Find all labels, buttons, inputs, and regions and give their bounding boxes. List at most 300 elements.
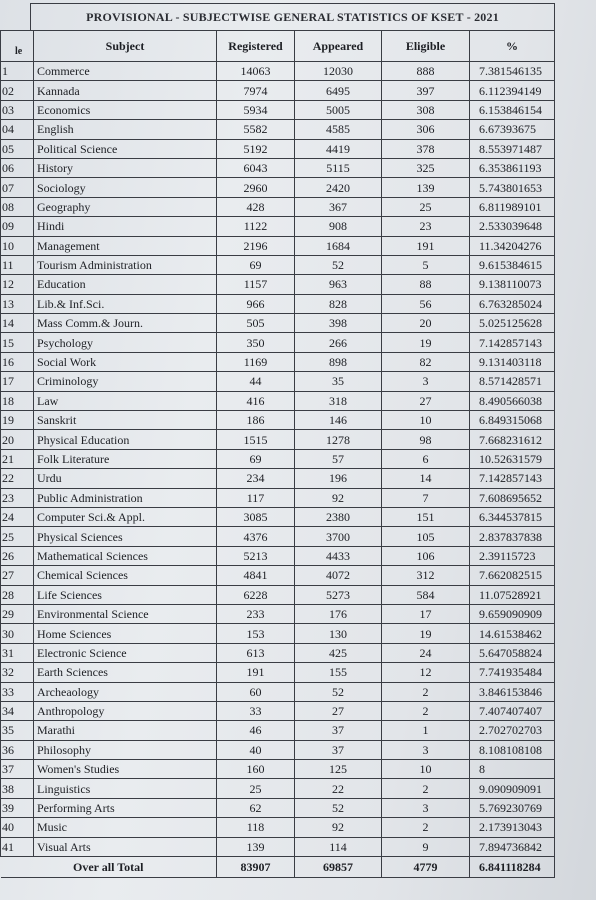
row-appeared: 425 [295,643,382,662]
row-appeared: 828 [295,294,382,313]
row-percent: 7.142857143 [470,333,555,352]
row-percent: 6.353861193 [470,158,555,177]
row-appeared: 266 [295,333,382,352]
row-percent: 2.173913043 [470,818,555,837]
row-sl: 22 [1,469,34,488]
row-eligible: 9 [382,837,470,856]
row-subject: Visual Arts [34,837,217,856]
row-eligible: 397 [382,81,470,100]
row-eligible: 306 [382,120,470,139]
row-eligible: 308 [382,100,470,119]
row-sl: 25 [1,527,34,546]
row-eligible: 82 [382,352,470,371]
row-percent: 6.811989101 [470,197,555,216]
row-sl: 05 [1,139,34,158]
row-appeared: 2380 [295,507,382,526]
row-percent: 5.743801653 [470,178,555,197]
row-sl: 11 [1,255,34,274]
table-row [1,275,555,294]
row-subject: Earth Sciences [34,663,217,682]
row-eligible: 98 [382,430,470,449]
row-appeared: 4072 [295,566,382,585]
row-percent: 2.39115723 [470,546,555,565]
row-eligible: 2 [382,682,470,701]
row-sl: 28 [1,585,34,604]
row-sl: 27 [1,566,34,585]
row-subject: Education [34,275,217,294]
row-percent: 3.846153846 [470,682,555,701]
row-percent: 14.61538462 [470,624,555,643]
row-appeared: 398 [295,314,382,333]
row-appeared: 318 [295,391,382,410]
row-eligible: 3 [382,372,470,391]
row-percent: 2.533039648 [470,217,555,236]
row-percent: 7.407407407 [470,701,555,720]
table-row [1,411,555,430]
row-subject: Life Sciences [34,585,217,604]
table-row [1,372,555,391]
row-registered: 60 [217,682,295,701]
table-row [1,391,555,410]
row-percent: 7.662082515 [470,566,555,585]
row-registered: 46 [217,721,295,740]
row-appeared: 57 [295,449,382,468]
row-subject: Sociology [34,178,217,197]
row-percent: 7.894736842 [470,837,555,856]
row-percent: 6.849315068 [470,411,555,430]
row-registered: 160 [217,760,295,779]
row-percent: 8.553971487 [470,139,555,158]
row-appeared: 35 [295,372,382,391]
table-row [1,352,555,371]
row-eligible: 27 [382,391,470,410]
row-appeared: 367 [295,197,382,216]
row-registered: 5192 [217,139,295,158]
row-subject: Marathi [34,721,217,740]
row-eligible: 151 [382,507,470,526]
row-percent: 6.763285024 [470,294,555,313]
table-row [1,294,555,313]
row-eligible: 312 [382,566,470,585]
row-registered: 2960 [217,178,295,197]
row-subject: History [34,158,217,177]
table-row [1,430,555,449]
row-sl: 40 [1,818,34,837]
row-registered: 14063 [217,62,295,81]
row-percent: 11.07528921 [470,585,555,604]
header-percent: % [470,31,555,62]
row-sl: 13 [1,294,34,313]
row-eligible: 3 [382,740,470,759]
row-subject: Music [34,818,217,837]
row-appeared: 92 [295,818,382,837]
row-sl: 26 [1,546,34,565]
row-sl: 04 [1,120,34,139]
row-sl: 20 [1,430,34,449]
row-subject: Tourism Administration [34,255,217,274]
row-registered: 4841 [217,566,295,585]
row-subject: Hindi [34,217,217,236]
row-subject: Criminology [34,372,217,391]
row-percent: 5.025125628 [470,314,555,333]
row-percent: 9.138110073 [470,275,555,294]
row-appeared: 52 [295,798,382,817]
table-row [1,178,555,197]
row-sl: 08 [1,197,34,216]
row-appeared: 114 [295,837,382,856]
table-row [1,566,555,585]
row-registered: 3085 [217,507,295,526]
row-percent: 8.490566038 [470,391,555,410]
table-row [1,333,555,352]
table-row [1,236,555,255]
row-appeared: 1684 [295,236,382,255]
row-registered: 234 [217,469,295,488]
row-eligible: 3 [382,798,470,817]
row-eligible: 6 [382,449,470,468]
row-eligible: 24 [382,643,470,662]
row-appeared: 92 [295,488,382,507]
row-eligible: 378 [382,139,470,158]
row-appeared: 130 [295,624,382,643]
row-registered: 44 [217,372,295,391]
row-percent: 9.659090909 [470,604,555,623]
row-sl: 33 [1,682,34,701]
row-sl: 1 [1,62,34,81]
row-percent: 5.647058824 [470,643,555,662]
row-subject: Lib.& Inf.Sci. [34,294,217,313]
table-row [1,81,555,100]
row-sl: 38 [1,779,34,798]
row-sl: 02 [1,81,34,100]
row-eligible: 14 [382,469,470,488]
table-row [1,663,555,682]
row-sl: 16 [1,352,34,371]
table-row [1,624,555,643]
row-subject: Archeaology [34,682,217,701]
row-subject: Social Work [34,352,217,371]
row-appeared: 155 [295,663,382,682]
row-sl: 23 [1,488,34,507]
row-percent: 5.769230769 [470,798,555,817]
row-eligible: 1 [382,721,470,740]
row-percent: 9.090909091 [470,779,555,798]
row-subject: Management [34,236,217,255]
row-registered: 5213 [217,546,295,565]
row-sl: 06 [1,158,34,177]
row-appeared: 1278 [295,430,382,449]
row-sl: 32 [1,663,34,682]
row-sl: 34 [1,701,34,720]
table-row [1,701,555,720]
row-eligible: 17 [382,604,470,623]
table-row [1,449,555,468]
row-subject: Chemical Sciences [34,566,217,585]
row-eligible: 10 [382,760,470,779]
row-percent: 7.142857143 [470,469,555,488]
row-appeared: 898 [295,352,382,371]
row-eligible: 23 [382,217,470,236]
row-registered: 1169 [217,352,295,371]
row-appeared: 6495 [295,81,382,100]
header-row [1,31,555,62]
row-sl: 10 [1,236,34,255]
row-eligible: 2 [382,818,470,837]
row-subject: Computer Sci.& Appl. [34,507,217,526]
row-eligible: 5 [382,255,470,274]
table-row [1,507,555,526]
row-registered: 139 [217,837,295,856]
row-appeared: 125 [295,760,382,779]
total-percent: 6.841118284 [470,857,555,878]
row-percent: 7.741935484 [470,663,555,682]
row-appeared: 37 [295,721,382,740]
row-eligible: 56 [382,294,470,313]
row-appeared: 2420 [295,178,382,197]
row-eligible: 106 [382,546,470,565]
row-registered: 1122 [217,217,295,236]
row-sl: 37 [1,760,34,779]
table-row [1,740,555,759]
row-subject: Home Sciences [34,624,217,643]
row-eligible: 2 [382,779,470,798]
row-eligible: 105 [382,527,470,546]
row-registered: 118 [217,818,295,837]
row-appeared: 5273 [295,585,382,604]
row-registered: 350 [217,333,295,352]
table-row [1,217,555,236]
row-registered: 1157 [217,275,295,294]
total-label: Over all Total [1,857,217,878]
row-subject: Urdu [34,469,217,488]
table-row [1,837,555,856]
row-appeared: 176 [295,604,382,623]
row-subject: Sanskrit [34,411,217,430]
row-percent: 2.837837838 [470,527,555,546]
row-registered: 40 [217,740,295,759]
row-registered: 62 [217,798,295,817]
row-appeared: 963 [295,275,382,294]
row-eligible: 2 [382,701,470,720]
row-appeared: 146 [295,411,382,430]
row-percent: 6.112394149 [470,81,555,100]
table-row [1,604,555,623]
row-sl: 41 [1,837,34,856]
row-eligible: 139 [382,178,470,197]
table-row [1,682,555,701]
row-registered: 69 [217,449,295,468]
row-registered: 416 [217,391,295,410]
row-sl: 35 [1,721,34,740]
row-subject: Physical Education [34,430,217,449]
row-registered: 505 [217,314,295,333]
statistics-table [0,30,555,878]
table-row [1,546,555,565]
table-row [1,158,555,177]
row-eligible: 12 [382,663,470,682]
row-subject: Anthropology [34,701,217,720]
table-row [1,760,555,779]
row-eligible: 584 [382,585,470,604]
table-row [1,721,555,740]
row-sl: 21 [1,449,34,468]
total-registered: 83907 [217,857,295,878]
document-title: PROVISIONAL - SUBJECTWISE GENERAL STATISTICS OF KSET - 2021 [30,3,555,30]
row-percent: 9.131403118 [470,352,555,371]
row-registered: 966 [217,294,295,313]
row-appeared: 4433 [295,546,382,565]
row-appeared: 37 [295,740,382,759]
table-row [1,818,555,837]
row-registered: 428 [217,197,295,216]
row-subject: Mathematical Sciences [34,546,217,565]
row-appeared: 52 [295,682,382,701]
row-sl: 15 [1,333,34,352]
table-row [1,585,555,604]
row-registered: 7974 [217,81,295,100]
row-sl: 30 [1,624,34,643]
table-row [1,798,555,817]
total-row [1,857,555,878]
row-appeared: 3700 [295,527,382,546]
row-sl: 12 [1,275,34,294]
row-registered: 33 [217,701,295,720]
row-subject: Women's Studies [34,760,217,779]
row-sl: 09 [1,217,34,236]
table-row [1,488,555,507]
row-eligible: 20 [382,314,470,333]
row-subject: Commerce [34,62,217,81]
table-row [1,314,555,333]
row-registered: 1515 [217,430,295,449]
header-registered: Registered [217,31,295,62]
row-subject: Geography [34,197,217,216]
table-row [1,120,555,139]
row-percent: 6.153846154 [470,100,555,119]
row-percent: 8 [470,760,555,779]
row-registered: 4376 [217,527,295,546]
row-sl: 07 [1,178,34,197]
row-eligible: 19 [382,333,470,352]
row-registered: 2196 [217,236,295,255]
table-row [1,62,555,81]
header-appeared: Appeared [295,31,382,62]
header-eligible: Eligible [382,31,470,62]
row-registered: 191 [217,663,295,682]
table-row [1,527,555,546]
row-sl: 19 [1,411,34,430]
row-percent: 6.67393675 [470,120,555,139]
row-percent: 8.571428571 [470,372,555,391]
row-registered: 25 [217,779,295,798]
row-percent: 8.108108108 [470,740,555,759]
header-subject: Subject [34,31,217,62]
row-registered: 613 [217,643,295,662]
row-registered: 69 [217,255,295,274]
row-appeared: 5005 [295,100,382,119]
row-percent: 11.34204276 [470,236,555,255]
row-appeared: 5115 [295,158,382,177]
table-row [1,139,555,158]
row-sl: 29 [1,604,34,623]
row-sl: 14 [1,314,34,333]
row-eligible: 888 [382,62,470,81]
row-registered: 233 [217,604,295,623]
row-sl: 36 [1,740,34,759]
row-percent: 6.344537815 [470,507,555,526]
row-sl: 39 [1,798,34,817]
row-subject: English [34,120,217,139]
row-subject: Performing Arts [34,798,217,817]
row-subject: Political Science [34,139,217,158]
row-percent: 2.702702703 [470,721,555,740]
row-sl: 18 [1,391,34,410]
row-sl: 17 [1,372,34,391]
row-subject: Public Administration [34,488,217,507]
row-eligible: 325 [382,158,470,177]
row-registered: 6228 [217,585,295,604]
table-row [1,197,555,216]
row-appeared: 52 [295,255,382,274]
total-eligible: 4779 [382,857,470,878]
row-eligible: 10 [382,411,470,430]
row-subject: Economics [34,100,217,119]
row-eligible: 88 [382,275,470,294]
row-registered: 6043 [217,158,295,177]
row-subject: Linguistics [34,779,217,798]
row-registered: 5934 [217,100,295,119]
row-registered: 153 [217,624,295,643]
row-eligible: 7 [382,488,470,507]
header-sl: le [1,31,34,62]
row-percent: 10.52631579 [470,449,555,468]
row-appeared: 4585 [295,120,382,139]
row-subject: Folk Literature [34,449,217,468]
table-row [1,469,555,488]
row-registered: 186 [217,411,295,430]
row-appeared: 196 [295,469,382,488]
row-subject: Electronic Science [34,643,217,662]
row-sl: 03 [1,100,34,119]
row-eligible: 191 [382,236,470,255]
row-sl: 31 [1,643,34,662]
row-subject: Law [34,391,217,410]
row-eligible: 25 [382,197,470,216]
table-row [1,643,555,662]
table-row [1,255,555,274]
total-appeared: 69857 [295,857,382,878]
row-appeared: 27 [295,701,382,720]
row-subject: Environmental Science [34,604,217,623]
row-sl: 24 [1,507,34,526]
table-row [1,779,555,798]
row-registered: 5582 [217,120,295,139]
row-appeared: 22 [295,779,382,798]
row-appeared: 908 [295,217,382,236]
row-registered: 117 [217,488,295,507]
row-percent: 7.668231612 [470,430,555,449]
row-subject: Kannada [34,81,217,100]
row-percent: 7.381546135 [470,62,555,81]
row-subject: Mass Comm.& Journ. [34,314,217,333]
row-subject: Physical Sciences [34,527,217,546]
row-subject: Psychology [34,333,217,352]
row-eligible: 19 [382,624,470,643]
table-row [1,100,555,119]
row-subject: Philosophy [34,740,217,759]
row-appeared: 4419 [295,139,382,158]
row-percent: 7.608695652 [470,488,555,507]
